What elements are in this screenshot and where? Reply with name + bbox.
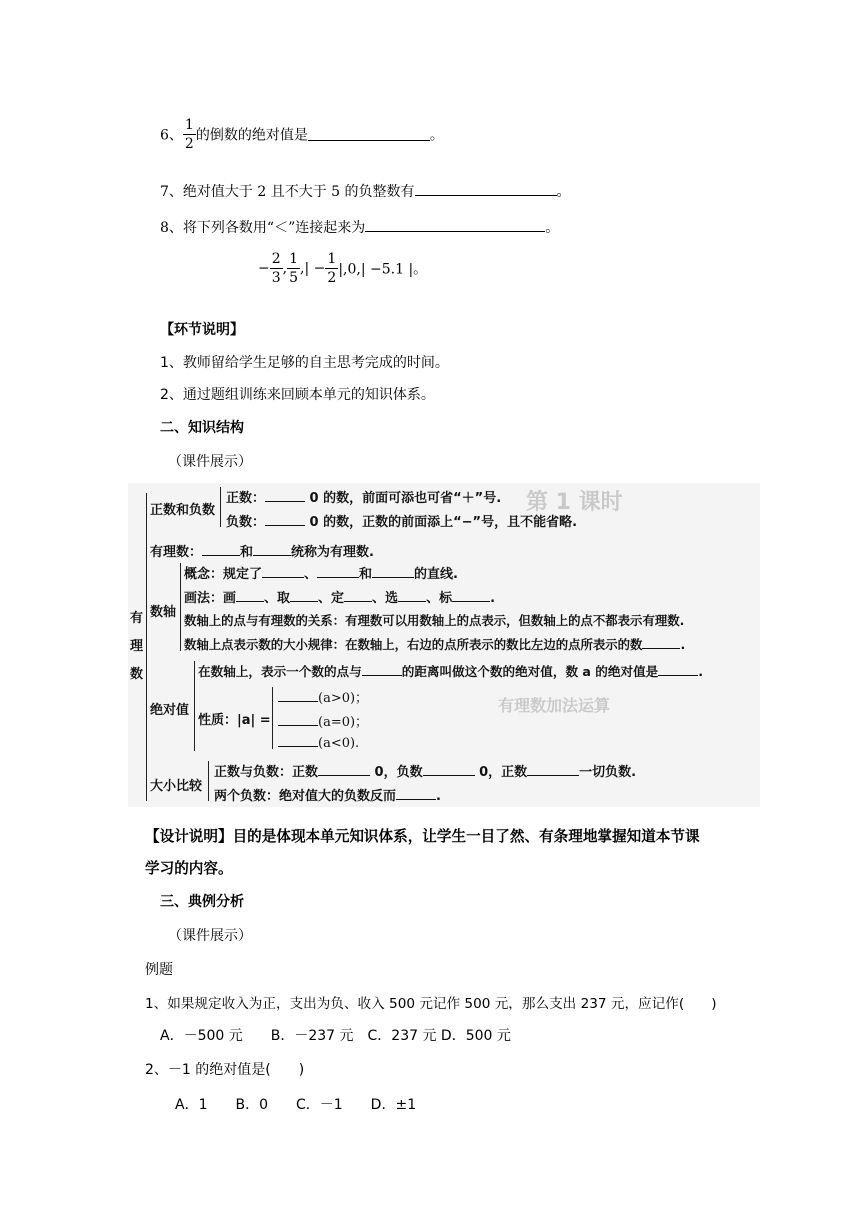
design-note-line-1: 【设计说明】目的是体现本单元知识体系，让学生一目了然、有条理地掌握知道本节课: [145, 828, 700, 845]
section-2-note: （课件展示）: [168, 454, 252, 470]
answer-blank: [365, 219, 545, 232]
design-note-line-2: 学习的内容。: [145, 860, 233, 877]
answer-blank: [415, 183, 557, 196]
question-8: 8、将下列各数用“＜”连接起来为 。: [160, 220, 560, 236]
section-note-item-1: 1、教师留给学生足够的自主思考完成的时间。: [160, 355, 449, 371]
section-2-title: 二、知识结构: [160, 420, 244, 436]
group-comparison-label: 大小比较: [150, 779, 203, 794]
section-note-title: 【环节说明】: [160, 322, 244, 338]
root-brace: [146, 493, 147, 801]
group-positive-negative-label: 正数和负数: [150, 503, 216, 518]
root-char-3: 数: [130, 667, 144, 682]
fraction-one-half: $\frac{1}{2}$: [184, 117, 194, 152]
root-char-1: 有: [130, 611, 144, 626]
example-1-question: 1、如果规定收入为正，支出为负、收入 500 元记作 500 元，那么支出 237 元，应记作( ): [145, 996, 717, 1012]
number-list-expression: − $\frac{2}{3}$ , $\frac{1}{5}$ ,| − $\frac{1}{2}$ |,0,| −5.1 |。: [258, 251, 428, 286]
group-number-line-label: 数轴: [150, 605, 177, 620]
answer-blank: [308, 128, 430, 141]
example-2-options: A．1 B．0 C．－1 D．±1: [175, 1097, 417, 1113]
example-1-options: A．－500 元 B．－237 元 C．237 元 D．500 元: [160, 1028, 511, 1044]
question-6: 6、 $\frac{1}{2}$ 的倒数的绝对值是 。: [160, 117, 444, 152]
example-label: 例题: [145, 962, 173, 978]
section-note-item-2: 2、通过题组训练来回顾本单元的知识体系。: [160, 387, 435, 403]
example-2-question: 2、－1 的绝对值是( ): [145, 1062, 305, 1078]
root-char-2: 理: [130, 639, 144, 654]
knowledge-structure-diagram: 第 1 课时 有理数加法运算 有 理 数 正数和负数 正数： 0 的数，前面可添也可省“＋”号. 负数： 0 的数，正数的前面添上“−”号，且不能省略. 有理数： 和 统称为有理数. 数轴 概念：规定了 、 和 的直线. 画法：画 、取 、定 、选 、标 . 数轴上的点与有理数的关系：有理数可以用数轴上的点表示，但数轴上的点不都表示有理数. 数轴上点表示数的大小规律：在数轴上，右边的点所表示的数比左边的点所表示的数 . 绝对值 在数轴上，表示一个数的点与 的距离叫做这个数的绝对值，数 a 的绝对值是 . 性质：|a| = (a>0)； (a=0)； (a<0). 大小比较 正数与负数：正数 0，负数 0，正数 一切负数. 两个负数：绝对值大的负数反而 .: [128, 483, 760, 807]
section-3-title: 三、典例分析: [160, 894, 244, 910]
group-absolute-value-label: 绝对值: [150, 703, 190, 718]
question-7: 7、绝对值大于 2 且不大于 5 的负整数有 。: [160, 184, 571, 200]
section-3-note: （课件展示）: [168, 928, 252, 944]
